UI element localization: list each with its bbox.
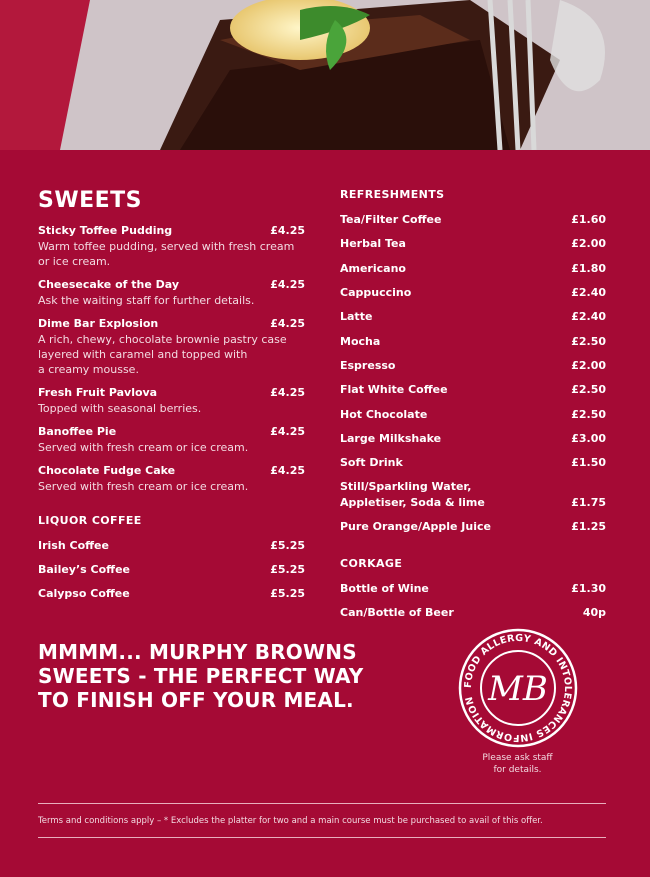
ask-staff-line: for details.	[493, 765, 542, 775]
menu-item	[340, 431, 606, 447]
item-description: Topped with seasonal berries.	[38, 402, 202, 415]
menu-item	[38, 463, 305, 494]
menu-item	[340, 285, 606, 301]
item-name: Pure Orange/Apple Juice	[340, 520, 491, 533]
liquor-coffee-title: LIQUOR COFFEE	[38, 514, 142, 527]
divider-bottom	[38, 837, 606, 838]
terms-text: Terms and conditions apply – * Excludes the platter for two and a main course must be purchased to avail of this offer.	[38, 816, 543, 826]
item-price: £5.25	[270, 539, 305, 552]
tagline	[38, 640, 438, 712]
item-price: 40p	[582, 606, 606, 619]
tagline-line: TO FINISH OFF YOUR MEAL.	[38, 688, 354, 712]
item-price: £2.00	[571, 237, 606, 250]
item-name: Espresso	[340, 359, 396, 372]
item-price: £1.30	[571, 582, 606, 595]
item-name: Bottle of Wine	[340, 582, 429, 595]
item-price: £2.50	[571, 335, 606, 348]
menu-item	[38, 538, 305, 554]
item-price: £5.25	[270, 563, 305, 576]
allergy-info-badge	[458, 628, 578, 748]
menu-item	[340, 605, 606, 621]
menu-item	[340, 581, 606, 597]
item-description: Warm toffee pudding, served with fresh cream	[38, 240, 295, 253]
item-description: layered with caramel and topped with	[38, 348, 248, 361]
item-price: £4.25	[270, 425, 305, 438]
item-name: Flat White Coffee	[340, 383, 448, 396]
item-name: Herbal Tea	[340, 237, 406, 250]
item-description: A rich, chewy, chocolate brownie pastry case	[38, 333, 287, 346]
ask-staff-note	[460, 752, 575, 776]
item-name: Banoffee Pie	[38, 425, 117, 438]
item-description: Served with fresh cream or ice cream.	[38, 441, 249, 454]
item-price: £1.50	[571, 456, 606, 469]
menu-item	[340, 479, 606, 511]
item-price: £2.50	[571, 408, 606, 421]
menu-item	[340, 212, 606, 228]
menu-item	[340, 358, 606, 374]
item-name: Calypso Coffee	[38, 587, 130, 600]
item-name: Mocha	[340, 335, 381, 348]
item-price: £2.40	[571, 286, 606, 299]
mb-badge-icon	[458, 628, 578, 748]
item-name: Still/Sparkling Water,	[340, 480, 472, 493]
sweets-title: SWEETS	[38, 188, 143, 213]
menu-item	[340, 455, 606, 471]
menu-item	[38, 316, 305, 377]
item-name: Chocolate Fudge Cake	[38, 464, 176, 477]
hero-dessert-photo	[0, 0, 650, 150]
menu-item	[38, 223, 305, 269]
item-name: Hot Chocolate	[340, 408, 428, 421]
menu-item	[340, 334, 606, 350]
item-price: £1.60	[571, 213, 606, 226]
item-name: Irish Coffee	[38, 539, 109, 552]
menu-item	[340, 382, 606, 398]
item-description: Served with fresh cream or ice cream.	[38, 480, 249, 493]
item-name: Soft Drink	[340, 456, 403, 469]
badge-monogram: MB	[488, 669, 548, 709]
item-name: Americano	[340, 262, 406, 275]
item-name: Dime Bar Explosion	[38, 317, 159, 330]
item-name: Fresh Fruit Pavlova	[38, 386, 158, 399]
menu-item	[38, 385, 305, 416]
item-price: £4.25	[270, 278, 305, 291]
item-price: £1.75	[571, 496, 606, 509]
item-price: £1.80	[571, 262, 606, 275]
item-name: Cheesecake of the Day	[38, 278, 180, 291]
ask-staff-line: Please ask staff	[482, 753, 553, 763]
item-price: £4.25	[270, 464, 305, 477]
item-price: £2.50	[571, 383, 606, 396]
divider-top	[38, 803, 606, 804]
tagline-line: MMMM... MURPHY BROWNS	[38, 640, 357, 664]
menu-item	[340, 309, 606, 325]
item-name: Can/Bottle of Beer	[340, 606, 454, 619]
item-price: £5.25	[270, 587, 305, 600]
item-name: Cappuccino	[340, 286, 412, 299]
corkage-title: CORKAGE	[340, 557, 403, 570]
menu-item	[340, 407, 606, 423]
menu-item	[38, 277, 305, 308]
menu-item	[38, 586, 305, 602]
item-name: Tea/Filter Coffee	[340, 213, 442, 226]
menu-item	[340, 519, 606, 535]
item-name-line2: Appletiser, Soda & lime	[340, 496, 485, 509]
menu-item	[38, 424, 305, 455]
item-description: a creamy mousse.	[38, 363, 139, 376]
item-name: Sticky Toffee Pudding	[38, 224, 173, 237]
menu-item	[38, 562, 305, 578]
item-price: £1.25	[571, 520, 606, 533]
item-price: £4.25	[270, 224, 305, 237]
item-price: £2.00	[571, 359, 606, 372]
item-price: £4.25	[270, 386, 305, 399]
menu-item	[340, 261, 606, 277]
refreshments-title: REFRESHMENTS	[340, 188, 445, 201]
tagline-line: SWEETS - THE PERFECT WAY	[38, 664, 364, 688]
item-name: Bailey’s Coffee	[38, 563, 130, 576]
item-price: £3.00	[571, 432, 606, 445]
badge-ring-text: FOOD ALLERGY AND INTOLERANCES INFORMATION	[462, 632, 574, 744]
item-name: Large Milkshake	[340, 432, 442, 445]
item-description: Ask the waiting staff for further details.	[38, 294, 255, 307]
item-price: £4.25	[270, 317, 305, 330]
item-name: Latte	[340, 310, 373, 323]
menu-item	[340, 236, 606, 252]
item-price: £2.40	[571, 310, 606, 323]
item-description: or ice cream.	[38, 255, 111, 268]
